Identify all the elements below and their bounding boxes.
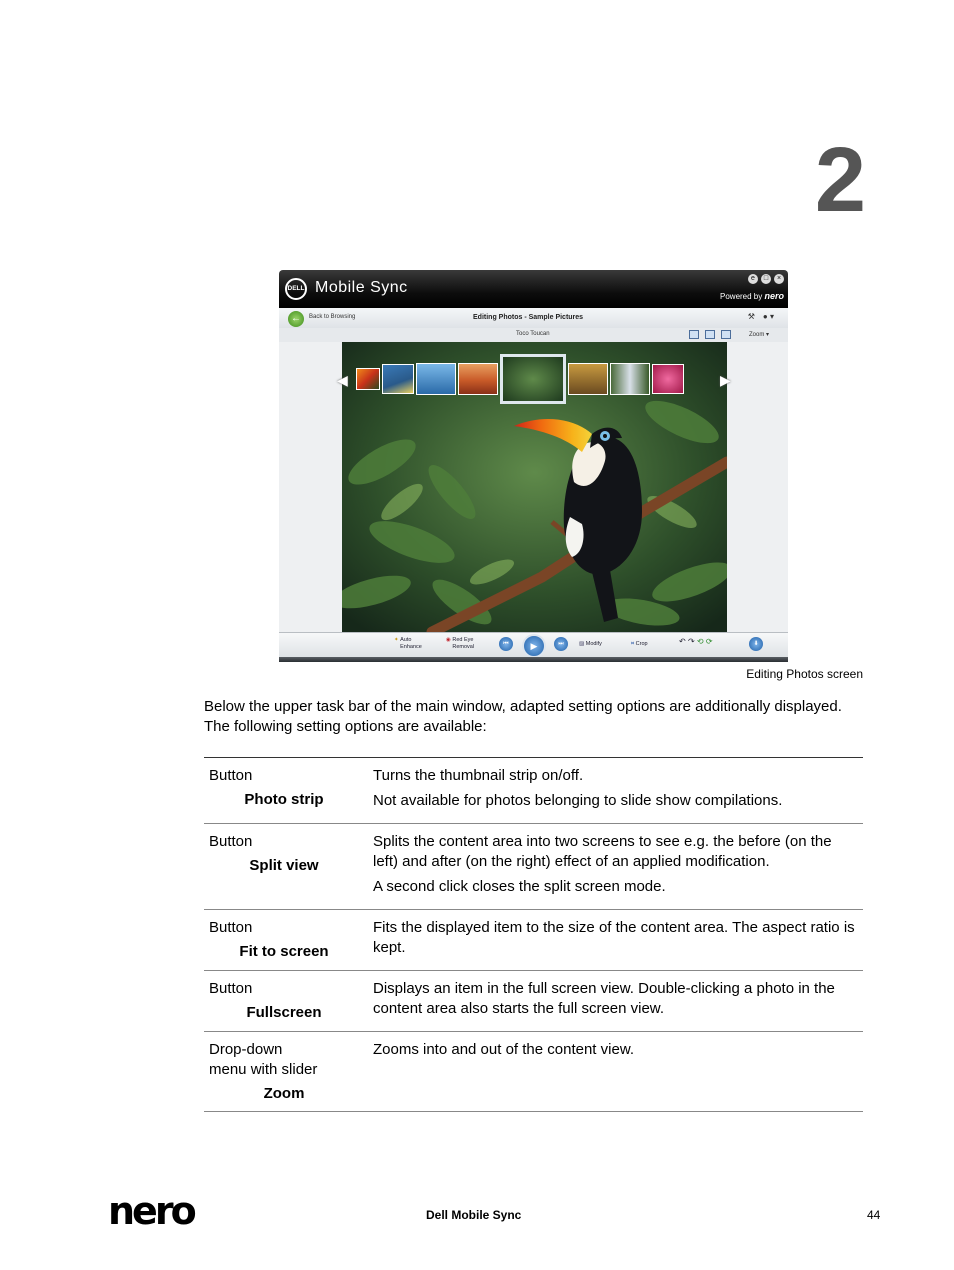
photo-strip xyxy=(356,354,684,404)
close-icon[interactable]: × xyxy=(774,274,784,284)
app-titlebar xyxy=(279,270,788,308)
description-line: Splits the content area into two screens to see e.g. the before (on the left) and after (on the right) effect of an applied modification. xyxy=(373,833,832,870)
modify-icon: ▨ xyxy=(579,641,585,647)
table-row xyxy=(204,971,863,1032)
view-buttons xyxy=(689,330,731,339)
table-row xyxy=(204,910,863,971)
toolbar-icons xyxy=(748,312,774,321)
eye-icon: ◉ xyxy=(446,637,451,643)
zoom-dropdown[interactable]: Zoom ▾ xyxy=(749,332,770,338)
crop-button[interactable] xyxy=(631,641,648,648)
app-title: Mobile Sync xyxy=(315,279,408,296)
setting-type-cell xyxy=(204,1032,373,1112)
back-arrow-icon[interactable]: ← xyxy=(288,311,304,327)
thumbnail-desert[interactable] xyxy=(458,363,498,395)
tools-icon[interactable]: ⚒ xyxy=(747,312,755,321)
view-options-bar xyxy=(279,328,788,343)
table-row xyxy=(204,758,863,824)
description-line: Turns the thumbnail strip on/off. xyxy=(373,767,584,784)
edit-bottom-bar xyxy=(279,632,788,662)
description-line: Displays an item in the full screen view. Double-clicking a photo in the content area also starts the full screen view. xyxy=(373,980,835,1017)
thumbnail-waterfall[interactable] xyxy=(610,363,650,395)
thumbnail-flowers[interactable] xyxy=(356,368,380,390)
save-icon[interactable]: ⬇ xyxy=(749,637,763,651)
modify-label: Modify xyxy=(585,641,602,647)
thumbnail-forest[interactable] xyxy=(568,363,608,395)
editing-photos-screenshot xyxy=(279,270,788,662)
setting-kind: Button xyxy=(209,833,253,850)
thumbnail-whale[interactable] xyxy=(416,363,456,395)
setting-kind: Button xyxy=(209,980,253,997)
photo-strip-icon[interactable] xyxy=(689,330,699,339)
crop-label: Crop xyxy=(635,641,648,647)
strip-right-arrow-icon[interactable]: ▶ xyxy=(720,372,731,388)
setting-kind: Button xyxy=(209,767,253,784)
thumbnail-toucan-selected[interactable] xyxy=(500,354,566,404)
redo-icon[interactable]: ⟳ xyxy=(705,637,713,646)
nero-brand: nero xyxy=(764,291,784,301)
crop-icon: ⌗ xyxy=(631,641,635,647)
setting-kind: Drop-down menu with slider xyxy=(209,1041,318,1078)
setting-name: Fullscreen xyxy=(246,1004,322,1021)
play-icon[interactable]: ▶ xyxy=(522,634,546,658)
table-row xyxy=(204,1032,863,1112)
powered-by xyxy=(720,291,784,301)
split-view-icon[interactable] xyxy=(705,330,715,339)
description-line: Not available for photos belonging to slide show compilations. xyxy=(373,792,783,809)
help-icon[interactable]: e xyxy=(748,274,758,284)
rotate-left-icon[interactable]: ↶ xyxy=(679,637,686,646)
help-dropdown-icon[interactable]: ● ▾ xyxy=(762,312,774,321)
previous-icon[interactable]: ⏮ xyxy=(499,637,513,651)
chapter-number: 2 xyxy=(814,129,862,231)
footer-title: Dell Mobile Sync xyxy=(426,1208,522,1222)
settings-table xyxy=(204,757,863,1112)
figure-caption: Editing Photos screen xyxy=(746,667,863,681)
description-line: A second click closes the split screen mode. xyxy=(373,878,666,895)
red-eye-label: Red Eye Removal xyxy=(452,637,475,650)
red-eye-removal-button[interactable] xyxy=(446,637,482,651)
setting-name: Fit to screen xyxy=(239,943,329,960)
window-bottom-edge xyxy=(279,657,788,662)
undo-icon[interactable]: ⟲ xyxy=(696,637,704,646)
rotate-right-icon[interactable]: ↷ xyxy=(687,637,695,646)
thumbnail-fish[interactable] xyxy=(382,364,414,394)
table-row xyxy=(204,824,863,910)
setting-type-cell xyxy=(204,910,373,971)
fit-to-screen-icon[interactable] xyxy=(721,330,731,339)
setting-description xyxy=(373,971,863,1032)
setting-description xyxy=(373,758,863,824)
setting-type-cell xyxy=(204,971,373,1032)
nero-logo: nero xyxy=(108,1189,194,1233)
photo-name: Toco Toucan xyxy=(516,331,550,337)
description-line: Zooms into and out of the content view. xyxy=(373,1041,634,1058)
back-to-browsing-button[interactable]: Back to Browsing xyxy=(309,314,356,320)
window-controls xyxy=(748,274,784,284)
setting-name: Split view xyxy=(249,857,319,874)
thumbnail-pink-flower[interactable] xyxy=(652,364,684,394)
intro-text: Below the upper task bar of the main window, adapted setting options are additionally displayed. The following setting options are available: xyxy=(204,698,842,735)
editing-title: Editing Photos - Sample Pictures xyxy=(473,314,584,321)
rotate-buttons xyxy=(679,638,713,645)
setting-description xyxy=(373,824,863,910)
auto-enhance-label: Auto Enhance xyxy=(400,637,422,650)
setting-type-cell xyxy=(204,824,373,910)
wand-icon: ✦ xyxy=(394,637,399,643)
setting-type-cell xyxy=(204,758,373,824)
page-number: 44 xyxy=(867,1208,881,1222)
dell-logo: DELL xyxy=(285,278,307,300)
setting-description xyxy=(373,910,863,971)
powered-by-label: Powered by xyxy=(720,292,763,301)
next-icon[interactable]: ⏭ xyxy=(554,637,568,651)
edit-toolbar xyxy=(279,308,788,329)
intro-paragraph xyxy=(204,697,864,737)
setting-name: Zoom xyxy=(263,1085,305,1102)
setting-description xyxy=(373,1032,863,1112)
content-area xyxy=(279,342,788,632)
strip-left-arrow-icon[interactable]: ◀ xyxy=(337,372,348,388)
auto-enhance-button[interactable] xyxy=(394,637,426,651)
setting-name: Photo strip xyxy=(244,791,324,808)
zoom-label: Zoom xyxy=(749,332,765,338)
setting-kind: Button xyxy=(209,919,253,936)
description-line: Fits the displayed item to the size of the content area. The aspect ratio is kept. xyxy=(373,919,855,956)
maximize-icon[interactable]: □ xyxy=(761,274,771,284)
modify-button[interactable] xyxy=(579,641,602,648)
